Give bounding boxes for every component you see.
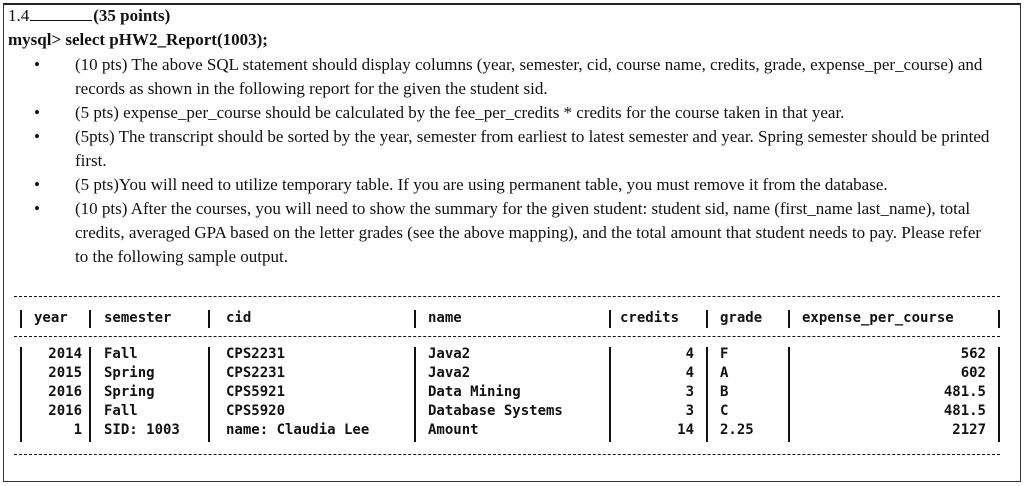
table-border-top [14,296,1000,297]
question-header [8,6,170,26]
cell-year: 2014 [48,346,82,362]
table-divider [208,347,210,442]
cell-semester: Spring [104,384,155,400]
cell-name: Database Systems [428,403,563,419]
table-divider [89,347,91,442]
cell-cid: CPS5920 [226,403,286,419]
cell-name: Data Mining [428,384,521,400]
cell-cid: CPS2231 [226,346,286,362]
cell-cid: CPS5921 [226,384,286,400]
cell-credits: 4 [685,365,694,381]
table-divider [208,310,210,328]
requirements-list [0,53,1010,269]
requirement-item: • (5 pts) expense_per_course should be calculated by the fee_per_credits * credits for the course taken in that year. [0,101,1010,125]
cell-grade: C [720,403,729,419]
requirement-item: • (10 pts) After the courses, you will need to show the summary for the given student: student sid, name (first_name last_name), total credits, averaged GPA based on the letter grades (see the above mapping), and the total amount that student needs to pay. Please refer to the following sample output. [0,197,1010,269]
question-number: 1.4 [8,6,30,25]
cell-semester: Fall [104,403,138,419]
summary-amount-label: Amount [428,422,479,438]
cell-year: 2016 [48,384,82,400]
table-divider [609,347,611,442]
header-grade: grade [720,310,763,326]
table-divider [20,347,22,442]
requirement-item: • (5pts) The transcript should be sorted by the year, semester from earliest to latest semester and year. Spring semester should be printed first. [0,125,1010,173]
header-name: name [428,310,462,326]
cell-grade: B [720,384,729,400]
table-divider [414,347,416,442]
summary-total-amount: 2127 [952,422,986,438]
blank-line [30,6,92,21]
header-year: year [34,310,68,326]
cell-expense: 481.5 [943,384,986,400]
table-divider [998,347,1000,442]
cell-year: 2015 [48,365,82,381]
summary-gpa: 2.25 [720,422,754,438]
summary-total-credits: 14 [677,422,694,438]
cell-credits: 3 [685,384,694,400]
requirement-item: • (5 pts)You will need to utilize temporary table. If you are using permanent table, you must remove it from the database. [0,173,1010,197]
sample-output-table [0,290,1020,480]
header-semester: semester [104,310,172,326]
table-divider [706,310,708,328]
cell-cid: CPS2231 [226,365,286,381]
table-border-bottom [14,454,1000,455]
table-divider [414,310,416,328]
cell-expense: 481.5 [943,403,986,419]
cell-grade: F [720,346,729,362]
requirement-item: • (10 pts) The above SQL statement should display columns (year, semester, cid, course name, credits, grade, expense_per_course) and records as shown in the following report for the given the student sid. [0,53,1010,101]
cell-name: Java2 [428,346,471,362]
question-points: (35 points) [93,6,171,25]
header-credits: credits [620,310,680,326]
cell-semester: Spring [104,365,155,381]
table-divider [89,310,91,328]
table-border-header [14,336,1000,337]
cell-name: Java2 [428,365,471,381]
table-divider [998,310,1000,328]
table-divider [609,310,611,328]
header-expense: expense_per_course [802,310,954,326]
table-divider [20,310,22,328]
header-cid: cid [226,310,252,326]
summary-count: 1 [73,422,82,438]
cell-credits: 4 [685,346,694,362]
cell-credits: 3 [685,403,694,419]
table-divider [706,347,708,442]
cell-expense: 602 [960,365,986,381]
summary-sid: SID: 1003 [104,422,180,438]
table-divider [788,347,790,442]
summary-student-name: name: Claudia Lee [226,422,370,438]
cell-semester: Fall [104,346,138,362]
cell-year: 2016 [48,403,82,419]
cell-expense: 562 [960,346,986,362]
sql-command: mysql> select pHW2_Report(1003); [8,30,268,49]
cell-grade: A [720,365,729,381]
table-divider [788,310,790,328]
